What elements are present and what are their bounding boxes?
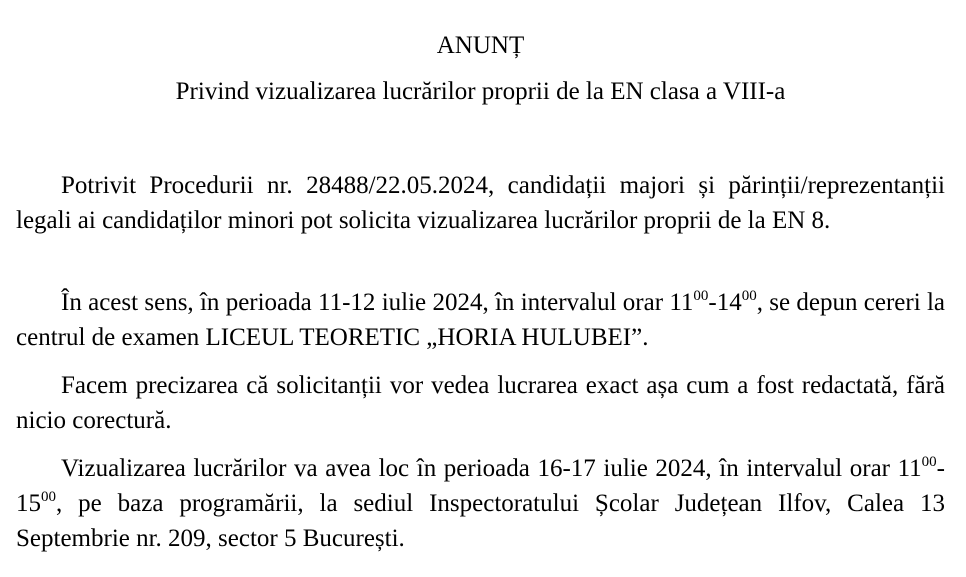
paragraph-viewing-text-2: -15 <box>16 455 945 517</box>
announcement-title: ANUNȚ <box>436 32 525 59</box>
paragraph-request-text-1: În acest sens, în perioada 11-12 iulie 2024, în intervalul orar 11 <box>61 289 694 316</box>
time-end-minutes: 00 <box>741 288 757 304</box>
paragraph-request-text-3: , se depun cereri la centrul de examen LICEUL TEORETIC „HORIA HULUBEI”. <box>16 289 945 351</box>
paragraph-viewing-text-1: Vizualizarea lucrărilor va avea loc în perioada 16-17 iulie 2024, în intervalul orar 11 <box>61 455 922 482</box>
paragraph-viewing-text-3: , pe baza programării, la sediul Inspectoratului Școlar Județean Ilfov, Calea 13 Septembrie nr. 209, sector 5 București. <box>16 490 945 552</box>
paragraph-clarification: Facem precizarea că solicitanții vor vedea lucrarea exact așa cum a fost redactată, fără nicio corectură. <box>16 372 945 434</box>
paragraph-viewing-period <box>16 451 945 556</box>
paragraph-request-text-2: -14 <box>708 289 742 316</box>
announcement-subtitle: Privind vizualizarea lucrărilor proprii de la EN clasa a VIII-a <box>175 78 786 105</box>
paragraph-request-period <box>16 285 945 355</box>
viewing-time-start-minutes: 00 <box>921 454 937 470</box>
paragraph-procedure: Potrivit Procedurii nr. 28488/22.05.2024, candidații majori și părinții/reprezentanții legali ai candidaților minori pot solicita vizualizarea lucrărilor proprii de la EN 8. <box>16 172 945 234</box>
viewing-time-end-minutes: 00 <box>41 489 56 505</box>
time-start-minutes: 00 <box>693 288 709 304</box>
